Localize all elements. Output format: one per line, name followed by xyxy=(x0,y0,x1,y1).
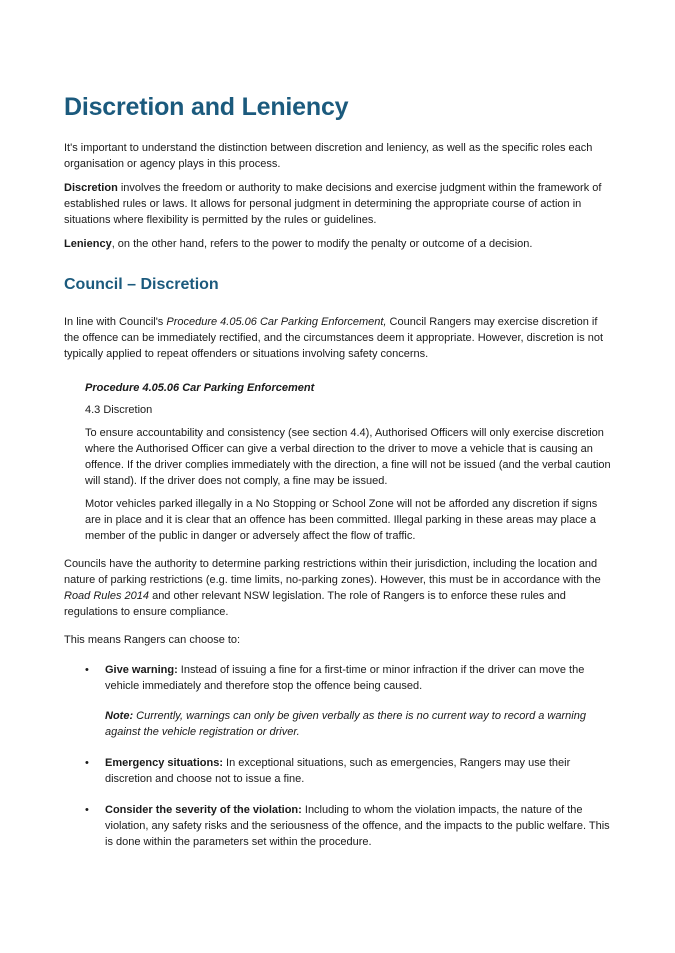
bullet-text: Including to whom the violation impacts, the nature of the violation, any safety risks and the seriousness of the offence, and the impacts to the public welfare. This is done within the parameters set within the procedure. xyxy=(105,804,610,848)
list-item-emergency-situations xyxy=(85,755,613,787)
discretion-definition xyxy=(64,180,613,228)
authority-paragraph xyxy=(64,556,613,620)
note-label: Note: xyxy=(105,710,134,722)
council-paragraph xyxy=(64,314,613,362)
authority-pre: Councils have the authority to determine parking restrictions within their jurisdiction, including the location and nature of parking restrictions (e.g. time limits, no-parking zones). However, this must be in accordance with the xyxy=(64,558,601,586)
authority-post: and other relevant NSW legislation. The role of Rangers is to enforce these rules and regulations to ensure compliance. xyxy=(64,590,566,618)
bullet-icon: • xyxy=(85,664,89,676)
choose-lead: This means Rangers can choose to: xyxy=(64,634,241,646)
procedure-reference: Procedure 4.05.06 Car Parking Enforcement, xyxy=(166,316,387,328)
road-rules-reference: Road Rules 2014 xyxy=(64,590,150,602)
bullet-icon: • xyxy=(85,804,89,816)
discretion-text: involves the freedom or authority to make decisions and exercise judgment within the framework of established rules or laws. It allows for personal judgment in determining the appropriate course of action in situations where flexibility is permitted by the rules or guidelines. xyxy=(64,182,602,226)
leniency-term: Leniency xyxy=(64,238,112,250)
bullet-text: In exceptional situations, such as emergencies, Rangers may use their discretion and choose not to issue a fine. xyxy=(105,757,571,785)
bullet-text: Instead of issuing a fine for a first-time or minor infraction if the driver can move the vehicle immediately and therefore stop the offence being caused. xyxy=(105,664,585,692)
rangers-options-list xyxy=(64,662,613,850)
excerpt-paragraph-1: To ensure accountability and consistency (see section 4.4), Authorised Officers will only exercise discretion where the Authorised Officer can give a verbal direction to the driver to move a vehicle that is causing an offence. If the driver complies immediately with the direction, a fine will not be issued (and the verbal caution will stand). If the driver does not comply, a fine may be issued. xyxy=(85,427,611,487)
council-para-post: Council Rangers may exercise discretion if the offence can be immediately rectified, and the circumstances deem it appropriate. However, discretion is not typically applied to repeat offenders or situations involving safety concerns. xyxy=(64,316,604,360)
excerpt-title: Procedure 4.05.06 Car Parking Enforcement xyxy=(85,382,315,394)
bullet-term: Emergency situations: xyxy=(105,757,223,769)
list-item-give-warning xyxy=(85,662,613,740)
intro-paragraph: It's important to understand the distinction between discretion and leniency, as well as the specific roles each organisation or agency plays in this process. xyxy=(64,142,593,170)
page-title: Discretion and Leniency xyxy=(64,93,349,121)
excerpt-subheading: 4.3 Discretion xyxy=(85,404,153,416)
bullet-icon: • xyxy=(85,757,89,769)
list-item-consider-severity xyxy=(85,802,613,850)
council-para-pre: In line with Council's xyxy=(64,316,167,328)
bullet-term: Give warning: xyxy=(105,664,178,676)
warning-note xyxy=(105,708,613,740)
procedure-excerpt xyxy=(85,380,613,544)
discretion-term: Discretion xyxy=(64,182,118,194)
excerpt-paragraph-2: Motor vehicles parked illegally in a No Stopping or School Zone will not be afforded any discretion if signs are in place and it is clear that an offence has been committed. Illegal parking in these areas may place a member of the public in danger or adversely affect the flow of traffic. xyxy=(85,498,598,542)
note-text: Currently, warnings can only be given verbally as there is no current way to record a warning against the vehicle registration or driver. xyxy=(105,710,586,738)
leniency-definition xyxy=(64,236,613,252)
leniency-text: , on the other hand, refers to the power to modify the penalty or outcome of a decision. xyxy=(111,238,533,250)
section-heading-council-discretion: Council – Discretion xyxy=(64,276,219,293)
bullet-term: Consider the severity of the violation: xyxy=(105,804,302,816)
